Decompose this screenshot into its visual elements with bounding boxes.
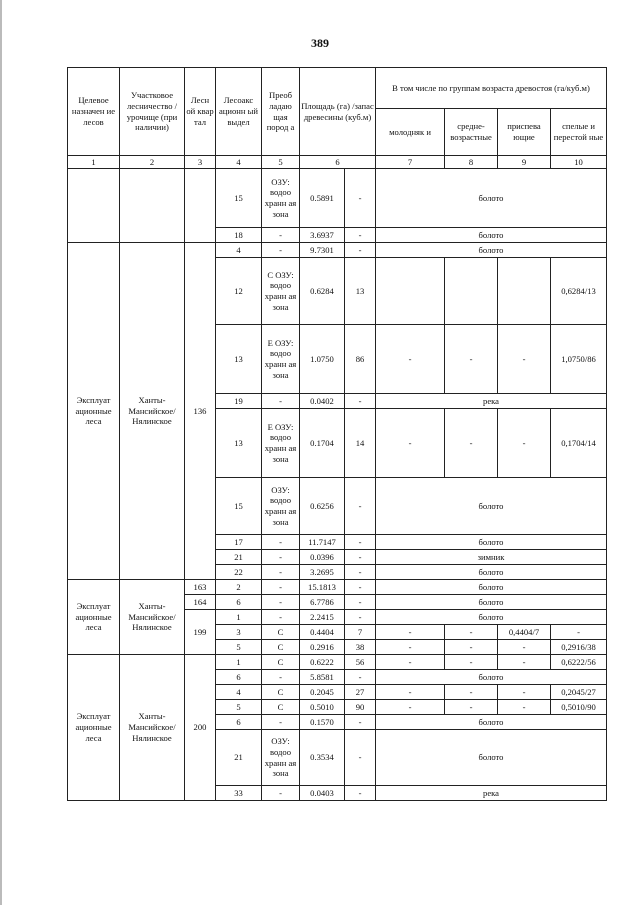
kvartal-cell: 136	[185, 243, 216, 580]
note-cell: болото	[376, 610, 607, 625]
col-num: 1	[68, 156, 120, 169]
table-row	[68, 655, 607, 670]
vydel-cell: 4	[216, 685, 262, 700]
note-cell: река	[376, 786, 607, 801]
middle-aged-cell: -	[445, 640, 498, 655]
area-cell: 0.6222	[300, 655, 345, 670]
area-cell: 9.7301	[300, 243, 345, 258]
area-cell: 0.6256	[300, 478, 345, 535]
table-row	[68, 169, 607, 228]
species-cell: ОЗУ: водоо хранн ая зона	[262, 478, 300, 535]
stock-cell: 27	[345, 685, 376, 700]
vydel-cell: 1	[216, 655, 262, 670]
mature-cell: 0,6284/13	[551, 258, 607, 325]
header-purpose: Целевое назначен ие лесов	[68, 68, 120, 156]
species-cell: ОЗУ: водоо хранн ая зона	[262, 730, 300, 786]
mature-cell: 0,6222/56	[551, 655, 607, 670]
species-cell: -	[262, 580, 300, 595]
species-cell: -	[262, 670, 300, 685]
forestry-cell: Ханты-Мансийское/ Нялинское	[120, 655, 185, 801]
note-cell: болото	[376, 565, 607, 580]
stock-cell: 56	[345, 655, 376, 670]
vydel-cell: 6	[216, 670, 262, 685]
middle-aged-cell: -	[445, 655, 498, 670]
premature-cell: -	[498, 685, 551, 700]
col-num: 6	[300, 156, 376, 169]
young-cell: -	[376, 700, 445, 715]
header-young: молодняк и	[376, 109, 445, 156]
vydel-cell: 18	[216, 228, 262, 243]
area-cell: 15.1813	[300, 580, 345, 595]
stock-cell: -	[345, 169, 376, 228]
header-middle-aged: средне-возрастные	[445, 109, 498, 156]
kvartal-cell: 200	[185, 655, 216, 801]
area-cell: 0.0396	[300, 550, 345, 565]
note-cell: болото	[376, 535, 607, 550]
area-cell: 0.5891	[300, 169, 345, 228]
species-cell: С	[262, 685, 300, 700]
note-cell: болото	[376, 580, 607, 595]
purpose-cell: Эксплуат ационные леса	[68, 655, 120, 801]
vydel-cell: 33	[216, 786, 262, 801]
stock-cell: -	[345, 670, 376, 685]
area-cell: 0.3534	[300, 730, 345, 786]
species-cell: ОЗУ: водоо хранн ая зона	[262, 169, 300, 228]
vydel-cell: 21	[216, 730, 262, 786]
note-cell: болото	[376, 715, 607, 730]
forestry-cell	[120, 169, 185, 243]
table-row	[68, 580, 607, 595]
vydel-cell: 13	[216, 325, 262, 394]
col-num: 7	[376, 156, 445, 169]
young-cell: -	[376, 685, 445, 700]
col-num: 3	[185, 156, 216, 169]
note-cell: болото	[376, 228, 607, 243]
area-cell: 0.6284	[300, 258, 345, 325]
middle-aged-cell: -	[445, 625, 498, 640]
species-cell: Е ОЗУ: водоо хранн ая зона	[262, 325, 300, 394]
vydel-cell: 1	[216, 610, 262, 625]
area-cell: 1.0750	[300, 325, 345, 394]
middle-aged-cell: -	[445, 685, 498, 700]
species-cell: С	[262, 625, 300, 640]
area-cell: 0.5010	[300, 700, 345, 715]
premature-cell	[498, 258, 551, 325]
stock-cell: -	[345, 565, 376, 580]
mature-cell: 0,2045/27	[551, 685, 607, 700]
vydel-cell: 3	[216, 625, 262, 640]
page-number: 389	[311, 36, 329, 50]
stock-cell: -	[345, 478, 376, 535]
header-mature: спелые и перестой ные	[551, 109, 607, 156]
stock-cell: -	[345, 786, 376, 801]
premature-cell: -	[498, 640, 551, 655]
young-cell: -	[376, 325, 445, 394]
species-cell: С	[262, 640, 300, 655]
note-cell: зимник	[376, 550, 607, 565]
young-cell: -	[376, 655, 445, 670]
premature-cell: -	[498, 700, 551, 715]
note-cell: болото	[376, 243, 607, 258]
area-cell: 3.2695	[300, 565, 345, 580]
stock-cell: 38	[345, 640, 376, 655]
species-cell: -	[262, 550, 300, 565]
species-cell: Е ОЗУ: водоо хранн ая зона	[262, 409, 300, 478]
stock-cell: -	[345, 610, 376, 625]
young-cell: -	[376, 625, 445, 640]
header-vydel: Лесоакс ационн ый выдел	[216, 68, 262, 156]
vydel-cell: 2	[216, 580, 262, 595]
kvartal-cell: 164	[185, 595, 216, 610]
note-cell: болото	[376, 670, 607, 685]
vydel-cell: 19	[216, 394, 262, 409]
area-cell: 2.2415	[300, 610, 345, 625]
young-cell: -	[376, 409, 445, 478]
stock-cell: -	[345, 715, 376, 730]
stock-cell: -	[345, 550, 376, 565]
header-area: Площадь (га) /запас древесины (куб.м)	[300, 68, 376, 156]
stock-cell: 86	[345, 325, 376, 394]
young-cell	[376, 258, 445, 325]
middle-aged-cell: -	[445, 700, 498, 715]
species-cell: -	[262, 786, 300, 801]
col-num: 8	[445, 156, 498, 169]
column-numbers-row	[68, 156, 607, 169]
scan-edge	[0, 0, 2, 905]
col-num: 9	[498, 156, 551, 169]
area-cell: 0.1704	[300, 409, 345, 478]
premature-cell: 0,4404/7	[498, 625, 551, 640]
stock-cell: -	[345, 228, 376, 243]
note-cell: болото	[376, 169, 607, 228]
stock-cell: -	[345, 730, 376, 786]
kvartal-cell: 163	[185, 580, 216, 595]
species-cell: С	[262, 700, 300, 715]
area-cell: 6.7786	[300, 595, 345, 610]
species-cell: -	[262, 610, 300, 625]
middle-aged-cell	[445, 258, 498, 325]
species-cell: -	[262, 715, 300, 730]
vydel-cell: 21	[216, 550, 262, 565]
mature-cell: -	[551, 625, 607, 640]
middle-aged-cell: -	[445, 325, 498, 394]
species-cell: -	[262, 243, 300, 258]
forestry-cell: Ханты-Мансийское/ Нялинское	[120, 580, 185, 655]
mature-cell: 1,0750/86	[551, 325, 607, 394]
stock-cell: -	[345, 580, 376, 595]
stock-cell: 7	[345, 625, 376, 640]
kvartal-cell: 199	[185, 610, 216, 655]
purpose-cell: Эксплуат ационные леса	[68, 580, 120, 655]
header-row	[68, 68, 607, 109]
premature-cell: -	[498, 655, 551, 670]
purpose-cell: Эксплуат ационные леса	[68, 243, 120, 580]
species-cell: -	[262, 228, 300, 243]
area-cell: 0.2916	[300, 640, 345, 655]
stock-cell: -	[345, 535, 376, 550]
vydel-cell: 6	[216, 595, 262, 610]
species-cell: С	[262, 655, 300, 670]
vydel-cell: 5	[216, 700, 262, 715]
note-cell: болото	[376, 595, 607, 610]
vydel-cell: 12	[216, 258, 262, 325]
area-cell: 0.4404	[300, 625, 345, 640]
vydel-cell: 17	[216, 535, 262, 550]
middle-aged-cell: -	[445, 409, 498, 478]
col-num: 2	[120, 156, 185, 169]
vydel-cell: 15	[216, 169, 262, 228]
stock-cell: 13	[345, 258, 376, 325]
mature-cell: 0,5010/90	[551, 700, 607, 715]
vydel-cell: 6	[216, 715, 262, 730]
area-cell: 3.6937	[300, 228, 345, 243]
species-cell: -	[262, 394, 300, 409]
premature-cell: -	[498, 325, 551, 394]
vydel-cell: 13	[216, 409, 262, 478]
note-cell: болото	[376, 730, 607, 786]
header-species: Преоб ладаю щая пород а	[262, 68, 300, 156]
forest-table	[67, 67, 607, 801]
stock-cell: -	[345, 243, 376, 258]
col-num: 10	[551, 156, 607, 169]
vydel-cell: 15	[216, 478, 262, 535]
stock-cell: 14	[345, 409, 376, 478]
mature-cell: 0,1704/14	[551, 409, 607, 478]
header-forestry: Участковое лесничество /урочище (при наличии)	[120, 68, 185, 156]
species-cell: -	[262, 535, 300, 550]
stock-cell: 90	[345, 700, 376, 715]
vydel-cell: 22	[216, 565, 262, 580]
vydel-cell: 4	[216, 243, 262, 258]
species-cell: -	[262, 595, 300, 610]
header-age-groups: В том числе по группам возраста древостоя (га/куб.м)	[376, 68, 607, 109]
col-num: 5	[262, 156, 300, 169]
area-cell: 11.7147	[300, 535, 345, 550]
header-premature: приспева ющие	[498, 109, 551, 156]
vydel-cell: 5	[216, 640, 262, 655]
note-cell: река	[376, 394, 607, 409]
young-cell: -	[376, 640, 445, 655]
area-cell: 0.0402	[300, 394, 345, 409]
stock-cell: -	[345, 394, 376, 409]
species-cell: -	[262, 565, 300, 580]
col-num: 4	[216, 156, 262, 169]
stock-cell: -	[345, 595, 376, 610]
purpose-cell	[68, 169, 120, 243]
table-row	[68, 243, 607, 258]
area-cell: 0.0403	[300, 786, 345, 801]
area-cell: 0.1570	[300, 715, 345, 730]
premature-cell: -	[498, 409, 551, 478]
mature-cell: 0,2916/38	[551, 640, 607, 655]
header-kvartal: Лесн ой квар тал	[185, 68, 216, 156]
area-cell: 0.2045	[300, 685, 345, 700]
kvartal-cell	[185, 169, 216, 243]
area-cell: 5.8581	[300, 670, 345, 685]
species-cell: С ОЗУ: водоо хранн ая зона	[262, 258, 300, 325]
forestry-cell: Ханты-Мансийское/ Нялинское	[120, 243, 185, 580]
note-cell: болото	[376, 478, 607, 535]
